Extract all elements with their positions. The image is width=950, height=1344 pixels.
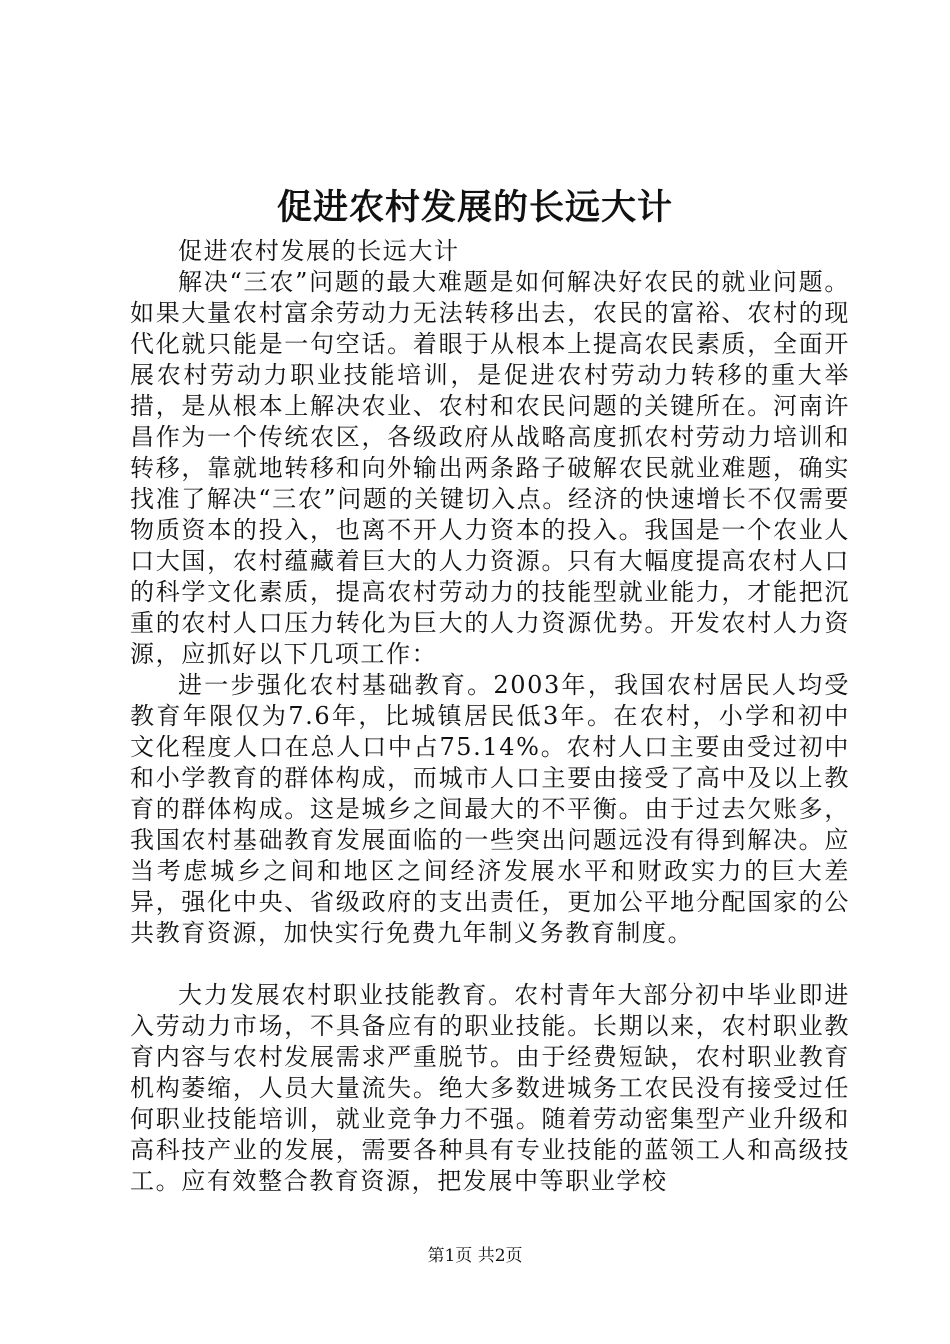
paragraph-spacer (130, 949, 850, 980)
document-body (130, 236, 850, 1197)
page-number-footer: 第1页 共2页 (427, 1246, 523, 1266)
document-subtitle: 促进农村发展的长远大计 (178, 237, 460, 265)
paragraph-basic-education: 进一步强化农村基础教育。2003年，我国农村居民人均受教育年限仅为7.6年，比城镇居民低3年。在农村，小学和初中文化程度人口在总人口中占75.14%。农村人口主要由受过初中和小学教育的群体构成，而城市人口主要由接受了高中及以上教育的群体构成。这是城乡之间最大的不平衡。由于过去欠账多，我国农村基础教育发展面临的一些突出问题远没有得到解决。应当考虑城乡之间和地区之间经济发展水平和财政实力的巨大差异，强化中央、省级政府的支出责任，更加公平地分配国家的公共教育资源，加快实行免费九年制义务教育制度。 (130, 671, 850, 947)
paragraph-vocational-education: 大力发展农村职业技能教育。农村青年大部分初中毕业即进入劳动力市场，不具备应有的职业技能。长期以来，农村职业教育内容与农村发展需求严重脱节。由于经费短缺，农村职业教育机构萎缩，人员大量流失。绝大多数进城务工农民没有接受过任何职业技能培训，就业竞争力不强。随着劳动密集型产业升级和高科技产业的发展，需要各种具有专业技能的蓝领工人和高级技工。应有效整合教育资源，把发展中等职业学校 (130, 981, 850, 1195)
paragraph-intro: 解决“三农”问题的最大难题是如何解决好农民的就业问题。如果大量农村富余劳动力无法转移出去，农民的富裕、农村的现代化就只能是一句空话。着眼于从根本上提高农民素质，全面开展农村劳动力职业技能培训，是促进农村劳动力转移的重大举措，是从根本上解决农业、农村和农民问题的关键所在。河南许昌作为一个传统农区，各级政府从战略高度抓农村劳动力培训和转移，靠就地转移和向外输出两条路子破解农民就业难题，确实找准了解决“三农”问题的关键切入点。经济的快速增长不仅需要物质资本的投入，也离不开人力资本的投入。我国是一个农业人口大国，农村蕴藏着巨大的人力资源。只有大幅度提高农村人口的科学文化素质，提高农村劳动力的技能型就业能力，才能把沉重的农村人口压力转化为巨大的人力资源优势。开发农村人力资源，应抓好以下几项工作： (130, 268, 850, 668)
page-title: 促进农村发展的长远大计 (276, 187, 673, 228)
